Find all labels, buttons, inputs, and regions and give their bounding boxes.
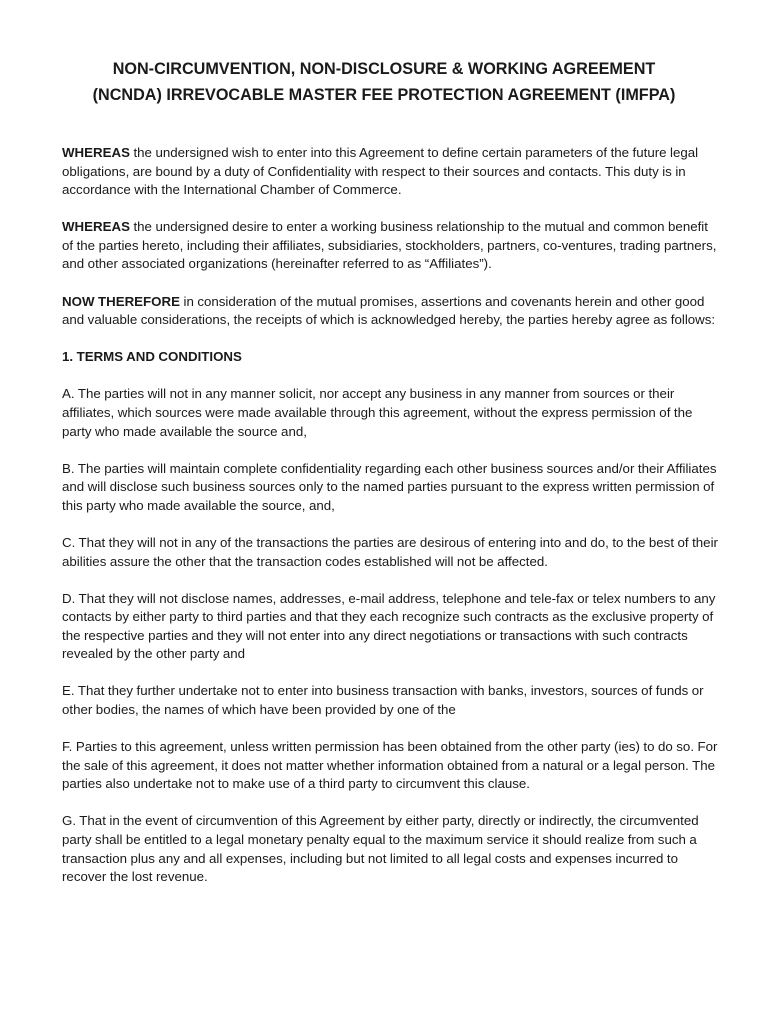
- clause-g: G. That in the event of circumvention of this Agreement by either party, directly or indirectly, the circumvented party shall be entitled to a legal monetary penalty equal to the maximum service it should realize from such a transaction plus any and all expenses, including but not limited to all legal costs and expenses incurred to recover the lost revenue.: [62, 813, 699, 885]
- recital-text: the undersigned desire to enter a working business relationship to the mutual and common benefit of the parties hereto, including their affiliates, subsidiaries, stockholders, partners, co-ventures, trading partners, and other associated organizations (hereinafter referred to as “Affiliates”).: [62, 219, 717, 272]
- clause-d: D. That they will not disclose names, addresses, e-mail address, telephone and tele-fax or telex numbers to any contacts by either party to third parties and that they each recognize such contracts as the exclusive property of the respective parties and they will not enter into any direct negotiations or transactions with such contracts revealed by the other party and: [62, 590, 716, 662]
- recital-whereas-2: [62, 218, 720, 274]
- recital-whereas-1: [62, 144, 720, 200]
- recital-lead: WHEREAS: [62, 145, 130, 160]
- section-heading: 1. TERMS AND CONDITIONS: [62, 349, 242, 365]
- recital-lead: NOW THEREFORE: [62, 293, 180, 309]
- clause-a: A. The parties will not in any manner solicit, nor accept any business in any manner from sources or their affiliates, which sources were made available through this agreement, without the express permission of the party who made available the source and,: [62, 386, 693, 439]
- title-line-1: NON-CIRCUMVENTION, NON-DISCLOSURE & WORKING AGREEMENT: [112, 60, 656, 78]
- recital-lead: WHEREAS: [62, 219, 130, 235]
- clause-c: C. That they will not in any of the transactions the parties are desirous of entering into and do, to the best of their abilities assure the other that the transaction codes established will not be affected.: [62, 534, 718, 569]
- recital-now-therefore: [62, 293, 720, 330]
- document-title: [62, 56, 720, 108]
- clause-b: B. The parties will maintain complete confidentiality regarding each other business sources and/or their Affiliates and will disclose such business sources only to the named parties pursuant to the express written permission of this party who made available the source, and,: [62, 460, 717, 513]
- recital-text: in consideration of the mutual promises, assertions and covenants herein and other good and valuable considerations, the receipts of which is acknowledged hereby, the parties hereby agree as follows:: [62, 293, 716, 328]
- recital-text: the undersigned wish to enter into this Agreement to define certain parameters of the future legal obligations, are bound by a duty of Confidentiality with respect to their sources and contacts. This duty is in accordance with the International Chamber of Commerce.: [62, 145, 699, 198]
- title-line-2: (NCNDA) IRREVOCABLE MASTER FEE PROTECTION AGREEMENT (IMFPA): [92, 86, 676, 104]
- clause-e: E. That they further undertake not to enter into business transaction with banks, investors, sources of funds or other bodies, the names of which have been provided by one of the: [62, 683, 704, 718]
- clause-f: F. Parties to this agreement, unless written permission has been obtained from the other party (ies) to do so. For the sale of this agreement, it does not matter whether information obtained from a natural or a legal person. The parties also undertake not to make use of a third party to circumvent this clause.: [62, 739, 718, 792]
